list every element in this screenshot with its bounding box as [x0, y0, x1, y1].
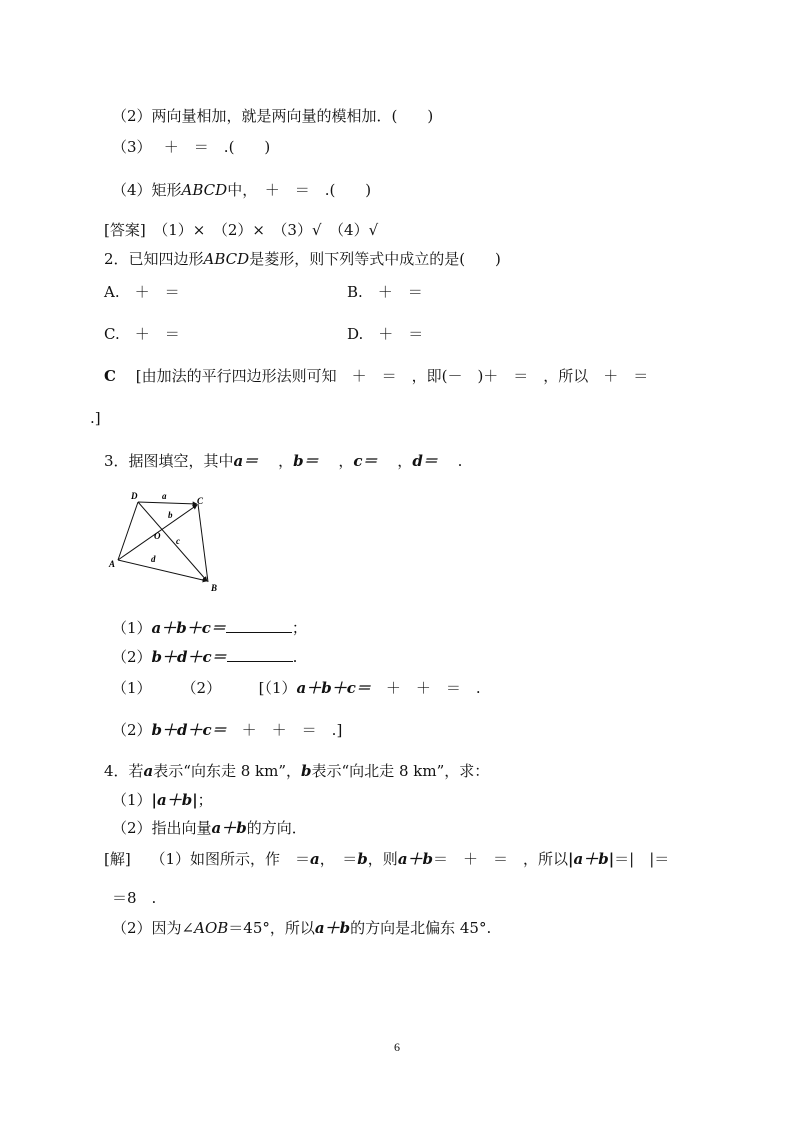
label-d: d	[151, 554, 156, 564]
q3-sep-3: ，	[397, 452, 413, 470]
q3-answer-1-expr: a＋b＋c＝	[296, 679, 371, 697]
q3-sub-2-prefix: （2）	[112, 648, 152, 666]
page-number: 6	[394, 1040, 400, 1054]
q4-sub-1-expr: |a＋b|	[151, 791, 198, 809]
q2-option-c	[104, 324, 180, 344]
vector-a	[138, 502, 197, 504]
q4-solution-label: [解]	[104, 850, 131, 868]
q3-sub-1	[112, 618, 307, 638]
q3-sub-2-end: .	[292, 648, 298, 666]
q3-sub-1-expr: a＋b＋c＝	[151, 619, 226, 637]
q4-solution-p3: ，则	[367, 850, 398, 868]
q4-solution-3-p1: ＝45°，所以	[228, 919, 315, 937]
q4-stem-a: a	[143, 762, 154, 780]
q4-solution-3-prefix: （2）因为∠	[112, 919, 195, 937]
q2-solution	[104, 366, 648, 386]
q3-sub-2	[112, 647, 297, 667]
q4-stem-b: b	[301, 762, 312, 780]
q2-stem-suffix: 是菱形，则下列等式中成立的是( )	[249, 250, 501, 268]
q3-c-eq: c＝	[353, 452, 378, 470]
q3-answer-2	[112, 720, 342, 740]
q3-answer-2-post: ＋ ＋ ＝ .]	[226, 721, 343, 739]
q4-solution-p5: ＝| |＝	[614, 850, 670, 868]
q4-sub-2-expr: a＋b	[211, 819, 247, 837]
q4-sub-2	[112, 818, 307, 838]
q4-solution-3-p2: 的方向是北偏东 45°.	[350, 919, 492, 937]
q2-option-d	[347, 324, 423, 344]
q3-answer-1-post: ＋ ＋ ＝ .	[370, 679, 481, 697]
label-A: A	[109, 559, 116, 569]
label-C: C	[197, 496, 204, 506]
edge-cb	[198, 504, 208, 582]
q1-item-4	[112, 180, 371, 200]
q4-solution-line2: ＝8 .	[112, 889, 157, 907]
q3-sub-1-prefix: （1）	[112, 619, 152, 637]
q2-option-c-text: C. ＋ ＝	[104, 325, 180, 343]
q4-solution-1	[104, 849, 669, 869]
q3-stem	[104, 451, 462, 471]
q2-solution-letter: C	[104, 367, 116, 385]
vector-c	[138, 502, 207, 581]
q1-item-3	[112, 137, 270, 157]
q3-answer-2-pre: （2）	[112, 721, 152, 739]
q2-option-b-text: B. ＋ ＝	[347, 283, 423, 301]
q3-sub-1-end: ；	[291, 619, 307, 637]
quadrilateral-figure	[104, 488, 228, 596]
q2-option-b	[347, 282, 423, 302]
q2-stem-abcd: ABCD	[203, 250, 250, 268]
q4-stem-p1: 4．若	[104, 762, 144, 780]
q4-stem-p3: 表示“向北走 8 km”，求：	[311, 762, 490, 780]
label-c: c	[176, 536, 180, 546]
q3-a-eq: a＝	[233, 452, 259, 470]
q2-option-a	[104, 282, 180, 302]
q1-answer-text: [答案] （1）× （2）× （3）√ （4）√	[104, 221, 379, 239]
edge-da	[118, 502, 138, 560]
q3-sep-1: ，	[278, 452, 294, 470]
q1-answer	[104, 220, 378, 240]
q1-item-4-suffix: 中， ＋ ＝ .( )	[227, 181, 372, 199]
q3-sep-2: ，	[338, 452, 354, 470]
q4-solution-3-aob: AOB	[194, 919, 229, 937]
label-b: b	[168, 510, 173, 520]
q4-solution-3-expr: a＋b	[314, 919, 351, 937]
q2-option-a-text: A. ＋ ＝	[104, 283, 180, 301]
label-D: D	[131, 491, 138, 501]
q4-solution-p1: （1）如图所示，作 ＝	[150, 850, 311, 868]
q4-sub-1-prefix: （1）	[112, 791, 152, 809]
q2-stem	[104, 249, 501, 269]
q3-d-eq: d＝	[412, 452, 438, 470]
q4-sub-2-end: 的方向．	[246, 819, 307, 837]
q4-solution-b: b	[357, 850, 368, 868]
q3-b-eq: b＝	[293, 452, 319, 470]
q2-solution-end	[90, 408, 101, 428]
q4-stem	[104, 761, 489, 781]
q1-item-2-text: （2）两向量相加，就是两向量的模相加．( )	[112, 107, 434, 125]
q2-option-d-text: D. ＋ ＝	[347, 325, 424, 343]
q4-stem-p2: 表示“向东走 8 km”，	[153, 762, 302, 780]
q2-stem-prefix: 2．已知四边形	[104, 250, 204, 268]
q1-item-4-abcd: ABCD	[181, 181, 228, 199]
q4-solution-p4: ＝ ＋ ＝ ，所以	[433, 850, 569, 868]
label-a: a	[162, 491, 167, 501]
q1-item-3-text: （3） ＋ ＝ .( )	[112, 138, 271, 156]
vector-d	[118, 560, 207, 581]
q3-answer-2-expr: b＋d＋c＝	[151, 721, 227, 739]
q2-solution-text: [由加法的平行四边形法则可知 ＋ ＝ ，即(－ )＋ ＝ ，所以 ＋ ＝	[135, 367, 649, 385]
q3-answer-1	[112, 678, 481, 698]
q3-stem-end: .	[457, 452, 463, 470]
q1-item-4-prefix: （4）矩形	[112, 181, 182, 199]
q3-stem-prefix: 3．据图填空，其中	[104, 452, 234, 470]
q4-sub-1-end: ；	[197, 791, 213, 809]
label-B: B	[211, 583, 218, 593]
q3-sub-2-blank	[227, 647, 293, 662]
q1-item-2	[112, 106, 433, 126]
q3-sub-2-expr: b＋d＋c＝	[151, 648, 227, 666]
q3-answer-1-pre: （1） （2） [（1）	[112, 679, 297, 697]
q4-solution-a: a	[310, 850, 320, 868]
q4-solution-expr: a＋b	[397, 850, 434, 868]
q4-solution-3	[112, 918, 491, 938]
q4-solution-2	[112, 888, 156, 908]
q2-solution-end-text: .]	[90, 409, 101, 427]
q4-sub-2-prefix: （2）指出向量	[112, 819, 212, 837]
q4-solution-p2: ， ＝	[319, 850, 358, 868]
q3-sub-1-blank	[226, 618, 292, 633]
label-O: O	[154, 531, 161, 541]
q4-solution-abs: |a＋b|	[568, 850, 615, 868]
q4-sub-1	[112, 790, 213, 810]
